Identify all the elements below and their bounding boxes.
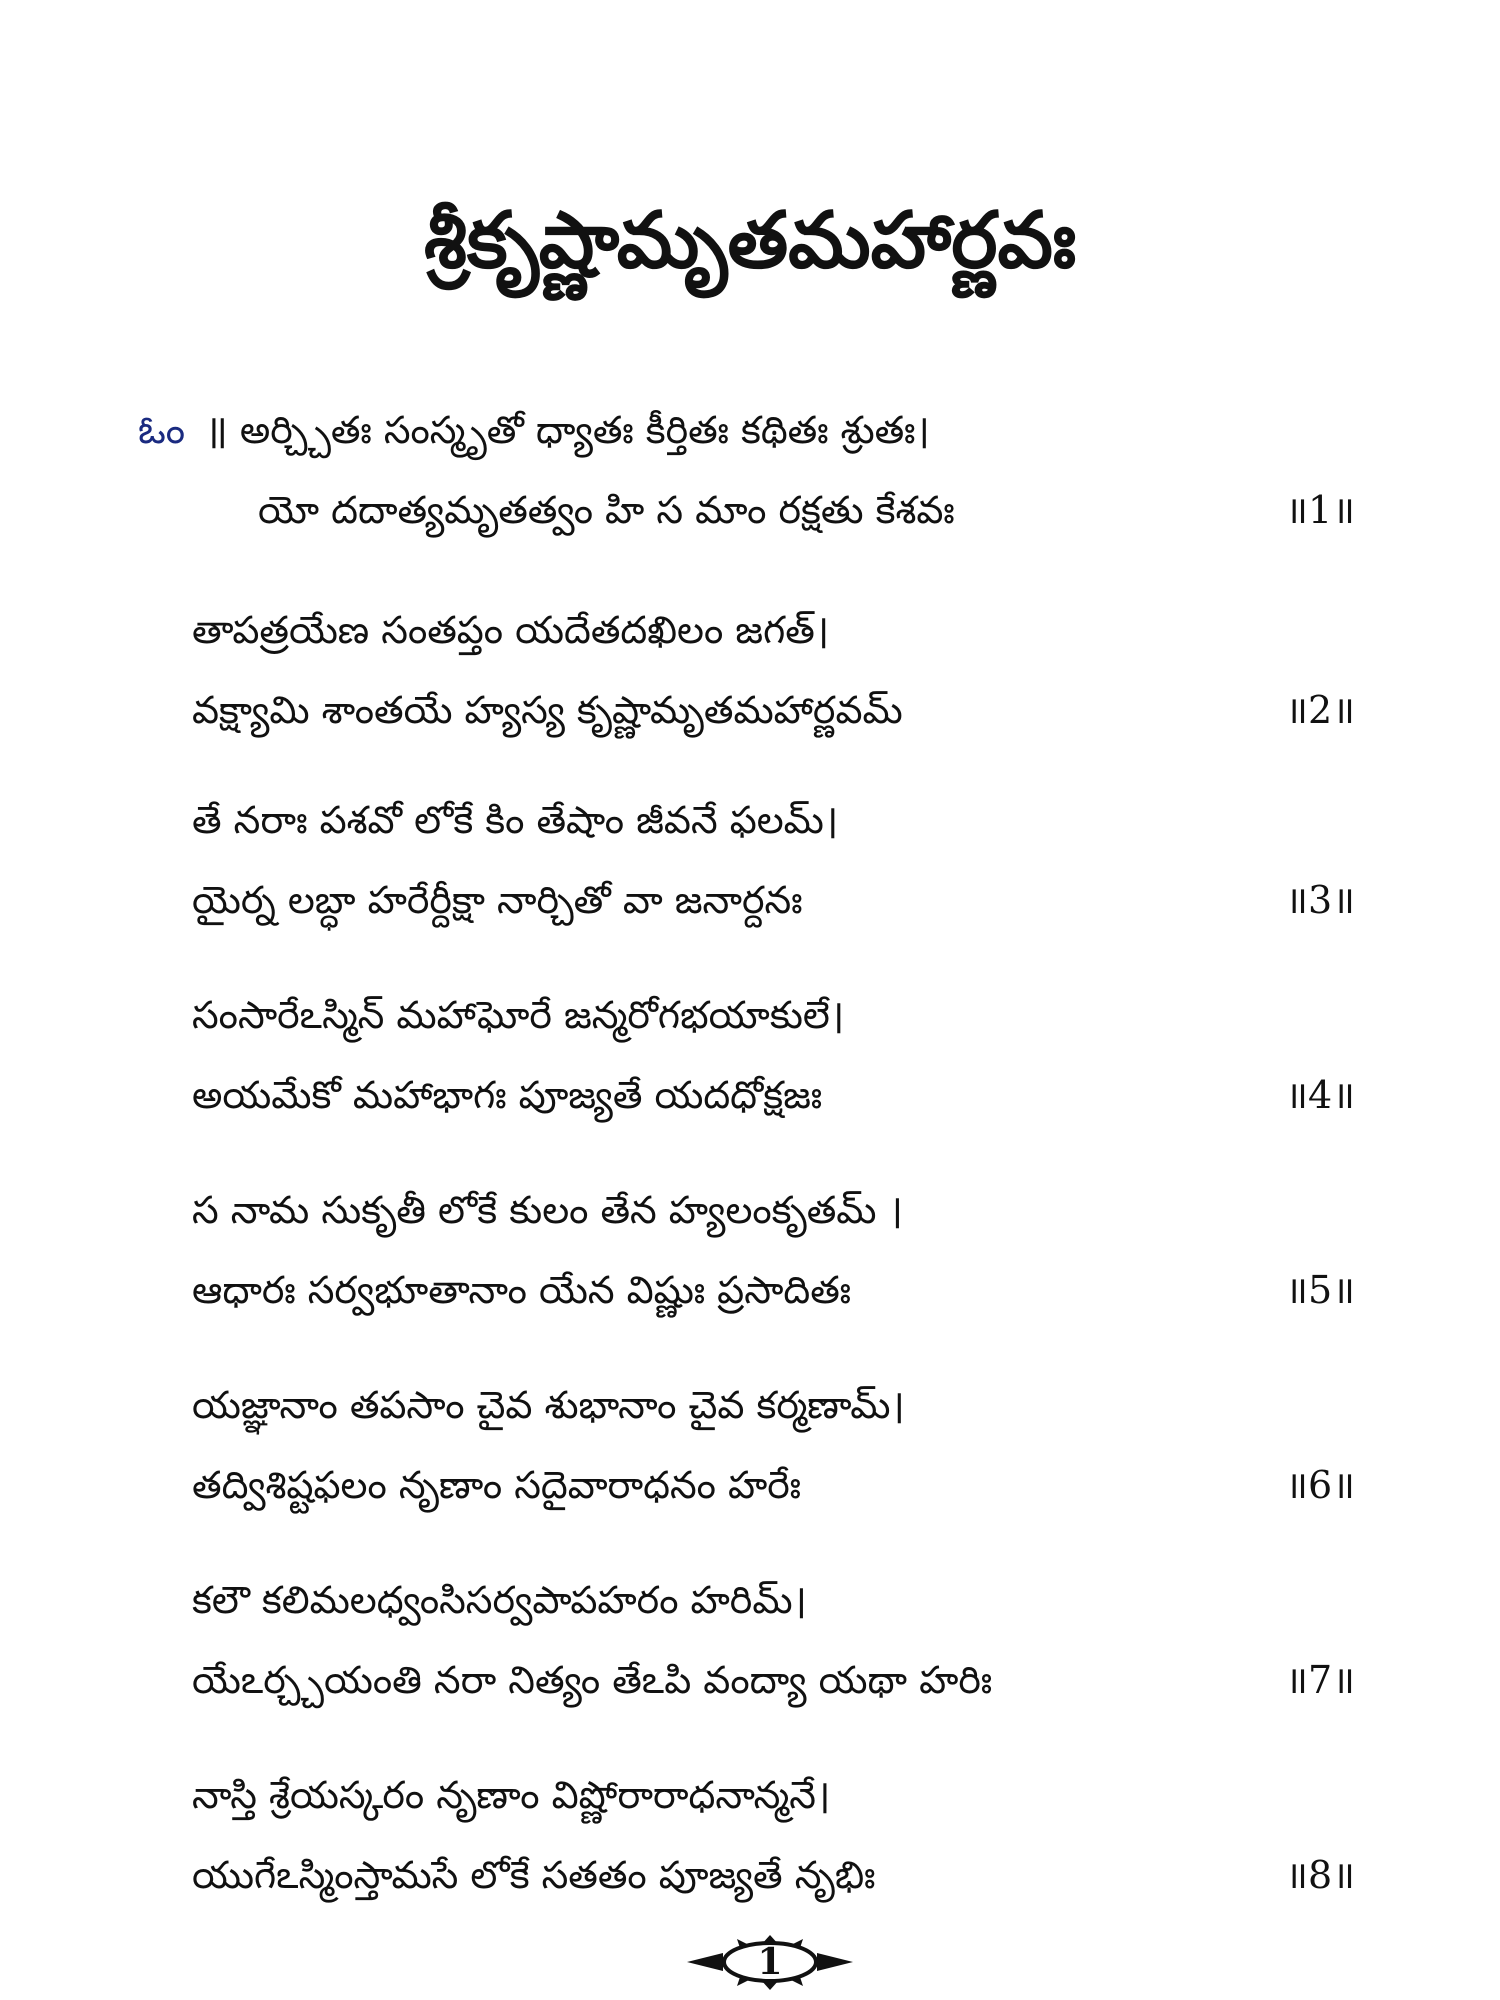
verse-number: ॥5॥ bbox=[1285, 1268, 1355, 1312]
verse-line-2: వక్ష్యామి శాంతయే హ్యస్య కృష్ణామృతమహార్ణవమ్ bbox=[192, 688, 903, 732]
verse-line-2: ఆధారః సర్వభూతానాం యేన విష్ణుః ప్రసాదితః bbox=[192, 1268, 852, 1312]
verse-line-1: తాపత్రయేణ సంతప్తం యదేతదఖిలం జగత్। bbox=[192, 608, 830, 652]
page-title: శ్రీకృష్ణామృతమహార్ణవః bbox=[423, 195, 1077, 286]
page-number: 1 bbox=[757, 1941, 783, 1983]
verse-line-1: తే నరాః పశవో లోకే కిం తేషాం జీవనే ఫలమ్। bbox=[192, 798, 839, 842]
page-number-ornament bbox=[685, 1935, 855, 1990]
verse-line-1: ॥ అర్చ్చితః సంస్మృతో ధ్యాతః కీర్తితః కథితః శ్రుతః। bbox=[205, 408, 930, 452]
verse-number: ॥6॥ bbox=[1285, 1463, 1355, 1507]
verse-number: ॥1॥ bbox=[1285, 488, 1355, 532]
verse-line-2: తద్విశిష్టఫలం నృణాం సదైవారాధనం హరేః bbox=[192, 1463, 802, 1507]
verse-line-2: యుగేఽస్మింస్తామసే లోకే సతతం పూజ్యతే నృభిః bbox=[192, 1853, 876, 1897]
verse-line-2: యేఽర్చ్చయంతి నరా నిత్యం తేఽపి వంద్యా యథా హరిః bbox=[192, 1658, 993, 1702]
verse-line-2: యైర్న లబ్ధా హరేర్దీక్షా నార్చితో వా జనార్దనః bbox=[192, 878, 803, 922]
om-symbol: ఓం bbox=[138, 408, 186, 452]
verse-line-1: స నామ సుకృతీ లోకే కులం తేన హ్యలంకృతమ్ । bbox=[192, 1188, 903, 1232]
verse-number: ॥2॥ bbox=[1285, 688, 1355, 732]
verse-number: ॥3॥ bbox=[1285, 878, 1355, 922]
verse-number: ॥4॥ bbox=[1285, 1073, 1355, 1117]
verse-number: ॥7॥ bbox=[1285, 1658, 1355, 1702]
verse-line-1: సంసారేఽస్మిన్ మహాఘోరే జన్మరోగభయాకులే। bbox=[192, 993, 845, 1037]
verse-line-1: కలౌ కలిమలధ్వంసిసర్వపాపహరం హరిమ్। bbox=[192, 1578, 807, 1622]
verse-line-1: నాస్తి శ్రేయస్కరం నృణాం విష్ణోరారాధనాన్మనే। bbox=[192, 1773, 831, 1817]
verse-line-2: యో దదాత్యమృతత్వం హి స మాం రక్షతు కేశవః bbox=[258, 488, 955, 532]
verse-number: ॥8॥ bbox=[1285, 1853, 1355, 1897]
verse-line-2: అయమేకో మహాభాగః పూజ్యతే యదధోక్షజః bbox=[192, 1073, 823, 1117]
verse-line-1: యజ్ఞానాం తపసాం చైవ శుభానాం చైవ కర్మణామ్। bbox=[192, 1383, 905, 1427]
